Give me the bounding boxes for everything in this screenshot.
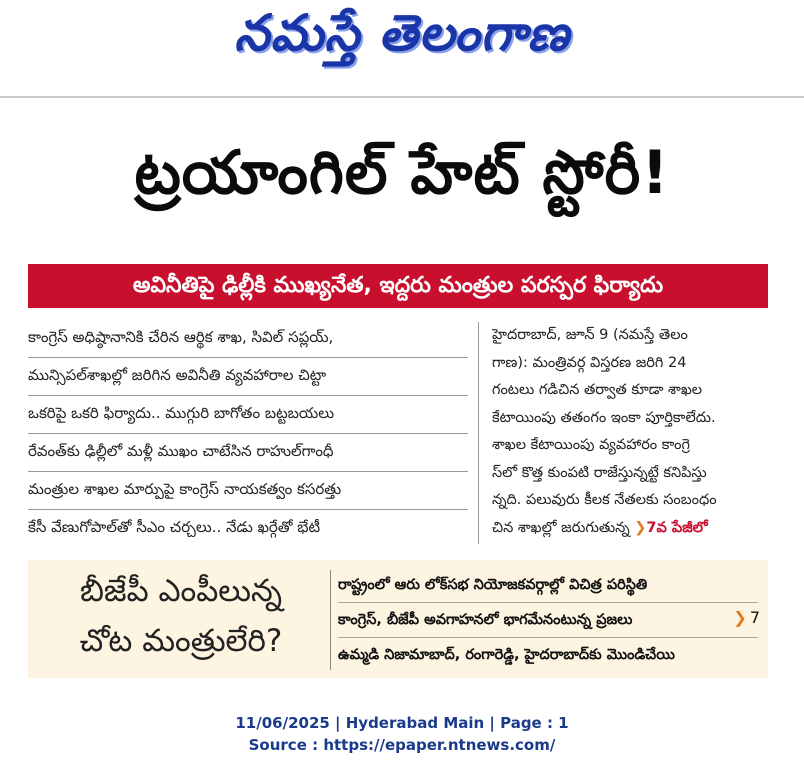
secondary-points (338, 568, 758, 672)
highlight-item: కాంగ్రెస్ అధిష్ఠానానికి చేరిన ఆర్థిక శాఖ, సివిల్ సప్లయ్, (28, 320, 468, 358)
secondary-story (28, 560, 768, 678)
column-divider (478, 322, 479, 544)
chevron-right-icon: ❯ (634, 519, 647, 536)
highlight-item: రేవంత్‌కు ఢిల్లీలో మళ్లీ ముఖం చాటేసిన రాహుల్‌గాంధీ (28, 434, 468, 472)
secondary-headline-line: చోట మంత్రులేరి? (79, 623, 283, 659)
secondary-point: కాంగ్రెస్, బీజేపీ అవగాహనలో భాగమేనంటున్న ప్రజలు (338, 603, 758, 638)
secondary-headline (36, 566, 326, 666)
secondary-point: ఉమ్మడి నిజామాబాద్, రంగారెడ్డి, హైదరాబాద్‌కు మొండిచేయి (338, 647, 675, 663)
masthead-divider (0, 96, 804, 98)
story-body (492, 322, 770, 542)
story-line-text: చిన శాఖల్లో జరుగుతున్న (492, 519, 630, 536)
chevron-right-icon: ❯ (733, 608, 747, 627)
story-line: కేటాయింపు తతంగం ఇంకా పూర్తికాలేదు. (492, 409, 716, 426)
story-last-line (492, 515, 770, 543)
story-line: గాణ): మంత్రివర్గ విస్తరణ జరిగి 24 (492, 354, 687, 371)
secondary-point: రాష్ట్రంలో ఆరు లోక్‌సభ నియోజకవర్గాల్లో విచిత్ర పరిస్థితి (338, 568, 758, 603)
highlight-item: మంత్రుల శాఖల మార్పుపై కాంగ్రెస్ నాయకత్వం కసరత్తు (28, 472, 468, 510)
subheadline-banner: అవినీతిపై ఢిల్లీకి ముఖ్యనేత, ఇద్దరు మంత్రుల పరస్పర ఫిర్యాదు (28, 264, 768, 308)
masthead (0, 0, 804, 92)
main-headline: ట్రయాంగిల్ హేట్ స్టోరీ! (134, 138, 670, 208)
story-line: స్‌లో కొత్త కుంపటి రాజేస్తున్నట్టే కనిపిస్తు (492, 464, 707, 481)
secondary-jump[interactable] (733, 608, 760, 627)
story-line: గంటలు గడిచిన తర్వాత కూడా శాఖల (492, 382, 703, 398)
story-line: న్నది. పలువురు కీలక నేతలకు సంబంధం (492, 492, 717, 508)
secondary-headline-line: బీజేపీ ఎంపీలున్న (80, 573, 282, 609)
footer-source[interactable]: Source : https://epaper.ntnews.com/ (248, 736, 556, 754)
story-line: శాఖల కేటాయింపు వ్యవహారం కాంగ్రె (492, 437, 690, 453)
highlight-item: కేసీ వేణుగోపాల్‌తో సీఎం చర్చలు.. నేడు ఖర్గేతో భేటీ (28, 517, 321, 536)
story-line: హైదరాబాద్, జూన్ 9 (నమస్తే తెలం (492, 327, 688, 343)
footer-date-edition: 11/06/2025 | Hyderabad Main | Page : 1 (235, 714, 569, 732)
highlight-item: మున్సిపల్‌శాఖల్లో జరిగిన అవినీతి వ్యవహారాల చిట్టా (28, 358, 468, 396)
secondary-jump-page[interactable]: 7 (749, 608, 760, 627)
secondary-divider (330, 570, 331, 670)
highlight-item: ఒకరిపై ఒకరి ఫిర్యాదు.. ముగ్గురి బాగోతం బట్టబయలు (28, 396, 468, 434)
masthead-logo: నమస్తే తెలంగాణ (234, 4, 570, 62)
continued-page-link[interactable]: 7వ పేజీలో (646, 519, 708, 536)
highlights-list (28, 320, 468, 547)
footer (0, 712, 804, 756)
